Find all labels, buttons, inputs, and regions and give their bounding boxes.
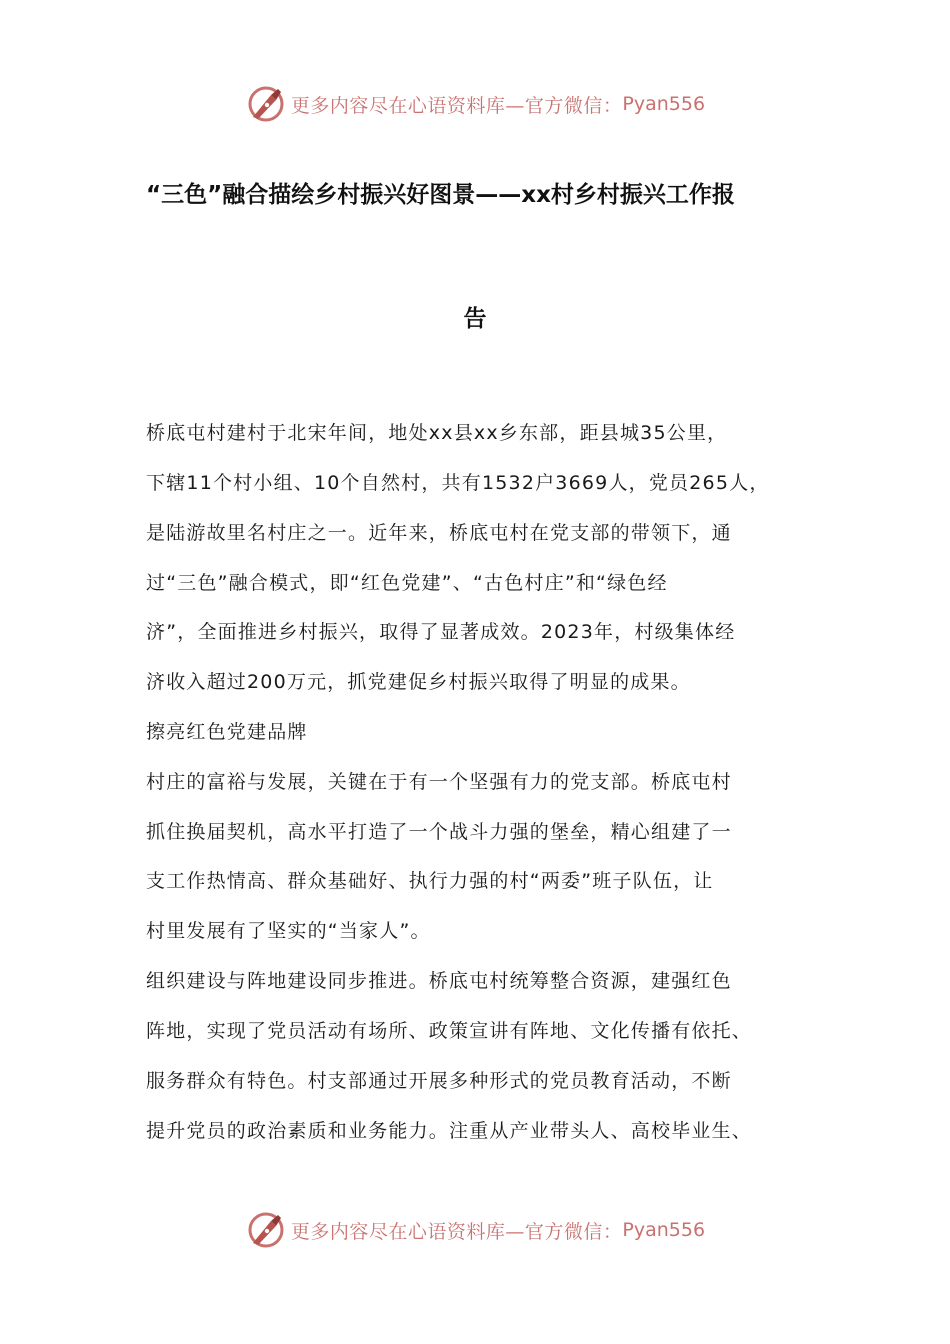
- body-line: 提升党员的政治素质和业务能力。注重从产业带头人、高校毕业生、: [146, 1120, 753, 1142]
- pen-nib-logo-icon: [245, 83, 287, 125]
- banner-text: 更多内容尽在心语资料库—官方微信：: [290, 94, 623, 117]
- body-line: 服务群众有特色。村支部通过开展多种形式的党员教育活动，不断: [146, 1070, 732, 1092]
- body-line: 济”，全面推进乡村振兴，取得了显著成效。2023年，村级集体经: [146, 621, 736, 643]
- document-title-line-1: “三色”融合描绘乡村振兴好图景——xx村乡村振兴工作报: [146, 182, 735, 208]
- body-line: 是陆游故里名村庄之一。近年来，桥底屯村在党支部的带领下，通: [146, 522, 732, 544]
- body-line: 下辖11个村小组、10个自然村，共有1532户3669人，党员265人，: [146, 472, 770, 494]
- document-title-line-2: 告: [463, 306, 487, 332]
- body-line: 桥底屯村建村于北宋年间，地处xx县xx乡东部，距县城35公里，: [146, 422, 728, 444]
- body-line: 组织建设与阵地建设同步推进。桥底屯村统筹整合资源，建强红色: [146, 970, 732, 992]
- footer-banner: [0, 1206, 950, 1254]
- body-line: 阵地，实现了党员活动有场所、政策宣讲有阵地、文化传播有依托、: [146, 1020, 753, 1042]
- section-heading: 擦亮红色党建品牌: [146, 721, 308, 743]
- body-line: 过“三色”融合模式，即“红色党建”、“古色村庄”和“绿色经: [146, 572, 668, 594]
- banner-wechat-id: Pyan556: [622, 93, 706, 115]
- header-banner: [0, 80, 950, 128]
- banner-text: 更多内容尽在心语资料库—官方微信：: [290, 1220, 623, 1243]
- body-line: 济收入超过200万元，抓党建促乡村振兴取得了明显的成果。: [146, 671, 691, 693]
- body-line: 抓住换届契机，高水平打造了一个战斗力强的堡垒，精心组建了一: [146, 821, 732, 843]
- banner-wechat-id: Pyan556: [622, 1219, 706, 1241]
- body-line: 村里发展有了坚实的“当家人”。: [146, 920, 431, 942]
- pen-nib-logo-icon: [245, 1209, 287, 1251]
- body-line: 支工作热情高、群众基础好、执行力强的村“两委”班子队伍，让: [146, 870, 714, 892]
- body-line: 村庄的富裕与发展，关键在于有一个坚强有力的党支部。桥底屯村: [146, 771, 732, 793]
